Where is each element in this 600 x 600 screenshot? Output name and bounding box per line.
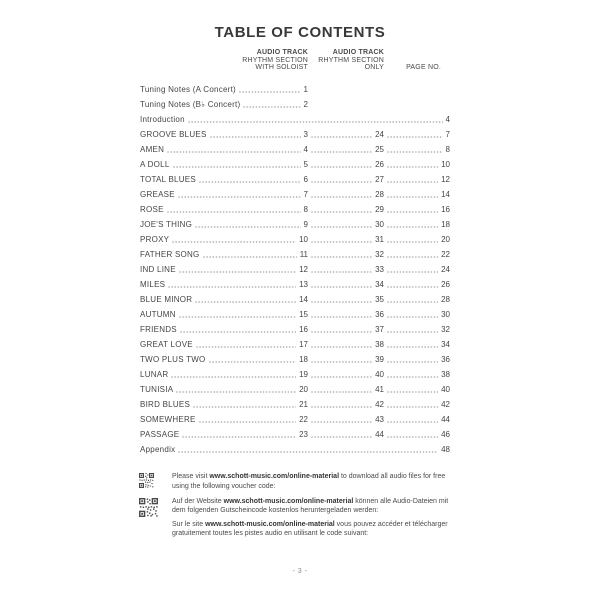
toc-entry-title: Tuning Notes (A Concert)	[140, 85, 236, 94]
dot-leader	[387, 271, 438, 274]
toc-entry-track-only: 26	[375, 160, 384, 169]
toc-row	[140, 200, 450, 215]
toc-col-page	[384, 155, 450, 170]
toc-entry-title: TOTAL BLUES	[140, 175, 196, 184]
dot-leader	[387, 391, 438, 394]
toc-entry-track-with-soloist: 2	[303, 100, 308, 109]
toc-entry-page: 34	[441, 340, 450, 349]
toc-col-with-soloist	[140, 95, 308, 110]
toc-rows	[140, 80, 450, 455]
download-note-french	[172, 520, 461, 539]
toc-entry-track-with-soloist: 4	[303, 145, 308, 154]
toc-entry-page: 42	[441, 400, 450, 409]
dot-leader	[387, 151, 443, 154]
dot-leader	[387, 361, 438, 364]
toc-col-with-soloist	[140, 170, 308, 185]
column-header-with-soloist	[140, 49, 308, 72]
dot-leader	[387, 196, 438, 199]
toc-entry-page: 40	[441, 385, 450, 394]
toc-entry-track-with-soloist: 21	[299, 400, 308, 409]
dot-leader	[311, 136, 372, 139]
dot-leader	[387, 421, 438, 424]
toc-entry-page: 26	[441, 280, 450, 289]
toc-entry-title: BLUE MINOR	[140, 295, 193, 304]
dot-leader	[387, 436, 438, 439]
toc-row	[140, 95, 450, 110]
toc-entry-title: PASSAGE	[140, 430, 180, 439]
toc-row	[140, 350, 450, 365]
toc-col-only	[308, 320, 384, 335]
toc-col-with-soloist	[140, 305, 308, 320]
toc-col-page	[384, 410, 450, 425]
toc-entry-track-only: 28	[375, 190, 384, 199]
toc-col-page	[384, 275, 450, 290]
toc-col-with-soloist	[140, 200, 308, 215]
toc-col-page	[384, 185, 450, 200]
toc-entry-title: AUTUMN	[140, 310, 176, 319]
toc-row	[140, 215, 450, 230]
dot-leader	[195, 301, 296, 304]
dot-leader	[387, 181, 438, 184]
toc-entry-track-with-soloist: 11	[299, 250, 308, 259]
toc-col-with-soloist	[140, 425, 308, 440]
toc-entry-track-only: 25	[375, 145, 384, 154]
toc-col-with-soloist	[140, 260, 308, 275]
dot-leader	[387, 346, 438, 349]
dot-leader	[311, 151, 372, 154]
dot-leader	[311, 316, 372, 319]
dot-leader	[387, 301, 438, 304]
toc-col-with-soloist	[140, 125, 308, 140]
dot-leader	[243, 106, 300, 109]
toc-entry-title: MILES	[140, 280, 166, 289]
note-text: können alle Audio-Dateien mit dem folgenden Gutscheincode kostenlos heruntergeladen werden:	[172, 497, 449, 515]
toc-entry-title: Tuning Notes (B♭ Concert)	[140, 100, 241, 109]
toc-row	[140, 320, 450, 335]
dot-leader	[311, 286, 372, 289]
toc-col-only	[308, 155, 384, 170]
dot-leader	[171, 376, 296, 379]
toc-col-with-soloist	[140, 80, 308, 95]
toc-entry-title: FRIENDS	[140, 325, 177, 334]
toc-entry-track-only: 38	[375, 340, 384, 349]
dot-leader	[387, 166, 438, 169]
toc-entry-page: 16	[441, 205, 450, 214]
qr-code-icon	[139, 473, 154, 488]
toc-col-page	[384, 320, 450, 335]
toc-entry-title: Introduction	[140, 115, 185, 124]
dot-leader	[193, 406, 296, 409]
dot-leader	[182, 436, 296, 439]
toc-col-with-soloist	[140, 365, 308, 380]
toc-entry-track-only: 35	[375, 295, 384, 304]
toc-row	[140, 260, 450, 275]
toc-col-page	[384, 230, 450, 245]
qr-code-icon	[139, 498, 158, 517]
dot-leader	[167, 151, 300, 154]
column-header-line: ONLY	[364, 64, 384, 72]
toc-entry-page: 22	[441, 250, 450, 259]
toc-row	[140, 185, 450, 200]
toc-entry-title: JOE'S THING	[140, 220, 193, 229]
toc-col-only	[308, 200, 384, 215]
download-info-german-french	[139, 497, 461, 539]
toc-entry-track-only: 37	[375, 325, 384, 334]
toc-entry-page: 38	[441, 370, 450, 379]
toc-col-with-soloist	[140, 335, 308, 350]
page-title: TABLE OF CONTENTS	[214, 24, 386, 41]
toc-col-only	[308, 230, 384, 245]
download-url: www.schott-music.com/online-material	[209, 473, 340, 480]
toc-row	[140, 335, 450, 350]
toc-row	[140, 80, 450, 95]
dot-leader	[199, 421, 297, 424]
toc-col-only	[308, 125, 384, 140]
column-header-line: RHYTHM SECTION	[318, 56, 384, 64]
toc-entry-page: 14	[441, 190, 450, 199]
dot-leader	[178, 451, 438, 454]
dot-leader	[387, 226, 438, 229]
download-info-english	[139, 472, 461, 492]
toc-entry-track-only: 30	[375, 220, 384, 229]
toc-col-only	[308, 245, 384, 260]
toc-entry-track-only: 27	[375, 175, 384, 184]
toc-row	[140, 245, 450, 260]
toc-col-only	[308, 365, 384, 380]
toc-entry-title: TUNISIA	[140, 385, 174, 394]
toc-entry-track-with-soloist: 23	[299, 430, 308, 439]
toc-entry-page: 46	[441, 430, 450, 439]
dot-leader	[387, 406, 438, 409]
dot-leader	[387, 316, 438, 319]
toc-col-page	[384, 365, 450, 380]
qr-cell	[139, 497, 172, 539]
dot-leader	[180, 331, 296, 334]
toc-entry-title: GREAT LOVE	[140, 340, 193, 349]
toc-col-with-soloist	[140, 410, 308, 425]
toc-entry-title: LUNAR	[140, 370, 169, 379]
toc-col-only	[308, 170, 384, 185]
toc-entry-title: GROOVE BLUES	[140, 130, 207, 139]
toc-col-page	[384, 245, 450, 260]
toc-col-page	[384, 200, 450, 215]
dot-leader	[311, 346, 372, 349]
toc-col-page	[384, 395, 450, 410]
dot-leader	[168, 286, 296, 289]
toc-col-with-soloist	[140, 275, 308, 290]
toc-entry-title: ROSE	[140, 205, 164, 214]
toc-entry-track-with-soloist: 22	[299, 415, 308, 424]
toc-col-page	[384, 140, 450, 155]
download-url: www.schott-music.com/online-material	[223, 497, 354, 505]
qr-cell	[139, 472, 172, 492]
toc-entry-track-with-soloist: 20	[299, 385, 308, 394]
toc-col-only	[308, 410, 384, 425]
toc-col-only	[308, 185, 384, 200]
toc-entry-track-with-soloist: 10	[299, 235, 308, 244]
toc-entry-track-with-soloist: 7	[303, 190, 308, 199]
dot-leader	[172, 241, 296, 244]
toc-col-full	[140, 110, 450, 125]
dot-leader	[311, 376, 372, 379]
toc-row	[140, 305, 450, 320]
toc-col-only	[308, 140, 384, 155]
toc-entry-title: TWO PLUS TWO	[140, 355, 206, 364]
dot-leader	[311, 361, 372, 364]
toc-col-only	[308, 290, 384, 305]
dot-leader	[311, 271, 372, 274]
toc-col-only	[308, 380, 384, 395]
toc-entry-track-only: 31	[375, 235, 384, 244]
dot-leader	[179, 271, 296, 274]
download-note-english	[172, 472, 461, 492]
dot-leader	[311, 166, 372, 169]
dot-leader	[311, 391, 372, 394]
dot-leader	[178, 196, 301, 199]
toc-entry-track-with-soloist: 15	[299, 310, 308, 319]
toc-row	[140, 380, 450, 395]
toc-col-page	[384, 380, 450, 395]
toc-col-only	[308, 260, 384, 275]
toc-entry-page: 30	[441, 310, 450, 319]
toc-entry-track-only: 39	[375, 355, 384, 364]
dot-leader	[387, 211, 438, 214]
toc-col-full	[140, 440, 450, 455]
dot-leader	[210, 136, 301, 139]
toc-row	[140, 230, 450, 245]
toc-entry-track-with-soloist: 17	[299, 340, 308, 349]
toc-entry-page: 36	[441, 355, 450, 364]
toc-col-with-soloist	[140, 245, 308, 260]
note-text: Auf der Website	[172, 497, 224, 505]
note-text: to download all audio files for free using the following voucher code:	[172, 473, 446, 490]
dot-leader	[387, 376, 438, 379]
toc-col-with-soloist	[140, 215, 308, 230]
toc-col-page	[384, 290, 450, 305]
toc-entry-track-only: 40	[375, 370, 384, 379]
toc-col-with-soloist	[140, 380, 308, 395]
column-header-line: PAGE NO.	[406, 64, 441, 72]
toc-row	[140, 290, 450, 305]
toc-entry-page: 44	[441, 415, 450, 424]
column-header-line: RHYTHM SECTION	[242, 56, 308, 64]
dot-leader	[387, 136, 443, 139]
toc-entry-page: 28	[441, 295, 450, 304]
dot-leader	[311, 196, 372, 199]
toc-entry-title: PROXY	[140, 235, 170, 244]
dot-leader	[311, 181, 372, 184]
toc-row	[140, 110, 450, 125]
toc-col-with-soloist	[140, 395, 308, 410]
toc-col-with-soloist	[140, 230, 308, 245]
dot-leader	[311, 421, 372, 424]
toc-entry-page: 48	[441, 445, 450, 454]
toc-entry-track-only: 43	[375, 415, 384, 424]
column-header-line: WITH SOLOIST	[255, 64, 308, 72]
dot-leader	[239, 91, 301, 94]
dot-leader	[203, 256, 297, 259]
toc-col-page	[384, 170, 450, 185]
dot-leader	[387, 256, 438, 259]
toc-entry-track-only: 44	[375, 430, 384, 439]
toc-entry-title: SOMEWHERE	[140, 415, 196, 424]
dot-leader	[311, 301, 372, 304]
toc-row	[140, 440, 450, 455]
toc-entry-track-with-soloist: 1	[303, 85, 308, 94]
toc-row	[140, 410, 450, 425]
toc-row	[140, 125, 450, 140]
toc-col-with-soloist	[140, 350, 308, 365]
column-header-line: AUDIO TRACK	[332, 49, 384, 56]
toc-row	[140, 170, 450, 185]
dot-leader	[311, 226, 372, 229]
toc-entry-track-with-soloist: 12	[299, 265, 308, 274]
column-header-only	[308, 49, 384, 72]
toc-col-only	[308, 395, 384, 410]
toc-entry-track-with-soloist: 6	[303, 175, 308, 184]
download-info-section	[139, 472, 461, 544]
toc-entry-track-with-soloist: 19	[299, 370, 308, 379]
toc-entry-page: 8	[445, 145, 450, 154]
toc-entry-page: 4	[445, 115, 450, 124]
toc-entry-track-with-soloist: 9	[303, 220, 308, 229]
dot-leader	[311, 256, 372, 259]
toc-entry-page: 32	[441, 325, 450, 334]
dot-leader	[311, 331, 372, 334]
toc-entry-track-only: 36	[375, 310, 384, 319]
dot-leader	[387, 286, 438, 289]
download-notes-de-fr	[172, 497, 461, 539]
toc-col-page	[384, 305, 450, 320]
toc-col-only	[308, 350, 384, 365]
toc-col-only	[308, 335, 384, 350]
toc-col-page	[384, 425, 450, 440]
toc-entry-track-only: 41	[375, 385, 384, 394]
dot-leader	[195, 226, 300, 229]
dot-leader	[188, 121, 443, 124]
toc-entry-track-only: 29	[375, 205, 384, 214]
download-note-german	[172, 497, 461, 516]
note-text: Please visit	[172, 473, 210, 480]
toc-entry-track-only: 34	[375, 280, 384, 289]
toc-entry-title: FATHER SONG	[140, 250, 200, 259]
toc-entry-track-only: 33	[375, 265, 384, 274]
toc-entry-title: AMEN	[140, 145, 165, 154]
toc-col-with-soloist	[140, 320, 308, 335]
toc-entry-track-with-soloist: 5	[303, 160, 308, 169]
dot-leader	[167, 211, 301, 214]
toc-col-page	[384, 215, 450, 230]
toc-entry-track-with-soloist: 3	[303, 130, 308, 139]
toc-column-headers	[140, 49, 450, 72]
dot-leader	[176, 391, 296, 394]
toc-col-only	[308, 425, 384, 440]
toc-row	[140, 425, 450, 440]
toc-col-with-soloist	[140, 290, 308, 305]
dot-leader	[311, 211, 372, 214]
toc-col-with-soloist	[140, 155, 308, 170]
dot-leader	[387, 241, 438, 244]
toc-entry-track-with-soloist: 16	[299, 325, 308, 334]
dot-leader	[196, 346, 296, 349]
note-text: Sur le site	[172, 520, 206, 528]
page-number: - 3 -	[292, 568, 308, 575]
toc-col-with-soloist	[140, 185, 308, 200]
toc-entry-track-with-soloist: 8	[303, 205, 308, 214]
dot-leader	[311, 241, 372, 244]
toc-entry-track-with-soloist: 13	[299, 280, 308, 289]
toc-col-only	[308, 305, 384, 320]
toc-col-page	[384, 260, 450, 275]
dot-leader	[179, 316, 296, 319]
toc-entry-page: 10	[441, 160, 450, 169]
column-header-page-no	[384, 49, 450, 72]
column-header-line: AUDIO TRACK	[256, 49, 308, 56]
toc-entry-title: BIRD BLUES	[140, 400, 191, 409]
toc-col-only	[308, 275, 384, 290]
toc-col-with-soloist	[140, 140, 308, 155]
toc-entry-page: 7	[445, 130, 450, 139]
dot-leader	[209, 361, 297, 364]
toc-col-page	[384, 335, 450, 350]
toc-entry-title: Appendix	[140, 445, 176, 454]
toc-entry-track-with-soloist: 18	[299, 355, 308, 364]
toc-entry-page: 24	[441, 265, 450, 274]
toc-row	[140, 365, 450, 380]
toc-entry-title: A DOLL	[140, 160, 170, 169]
dot-leader	[173, 166, 301, 169]
toc-entry-track-only: 32	[375, 250, 384, 259]
toc-entry-track-with-soloist: 14	[299, 295, 308, 304]
toc-entry-page: 18	[441, 220, 450, 229]
toc-entry-track-only: 24	[375, 130, 384, 139]
toc-row	[140, 155, 450, 170]
toc-entry-track-only: 42	[375, 400, 384, 409]
dot-leader	[387, 331, 438, 334]
toc-entry-page: 20	[441, 235, 450, 244]
dot-leader	[311, 406, 372, 409]
toc-col-page	[384, 350, 450, 365]
toc-row	[140, 275, 450, 290]
dot-leader	[311, 436, 372, 439]
toc-row	[140, 140, 450, 155]
toc-col-page	[384, 125, 450, 140]
toc-entry-title: IND LINE	[140, 265, 176, 274]
toc-entry-title: GREASE	[140, 190, 175, 199]
toc-entry-page: 12	[441, 175, 450, 184]
download-url: www.schott-music.com/online-material	[205, 520, 335, 528]
toc-row	[140, 395, 450, 410]
dot-leader	[199, 181, 301, 184]
toc-col-only	[308, 215, 384, 230]
note-text: vous pouvez accéder et télécharger gratuitement toutes les pistes audio en utilisant le code suivant:	[172, 520, 448, 538]
